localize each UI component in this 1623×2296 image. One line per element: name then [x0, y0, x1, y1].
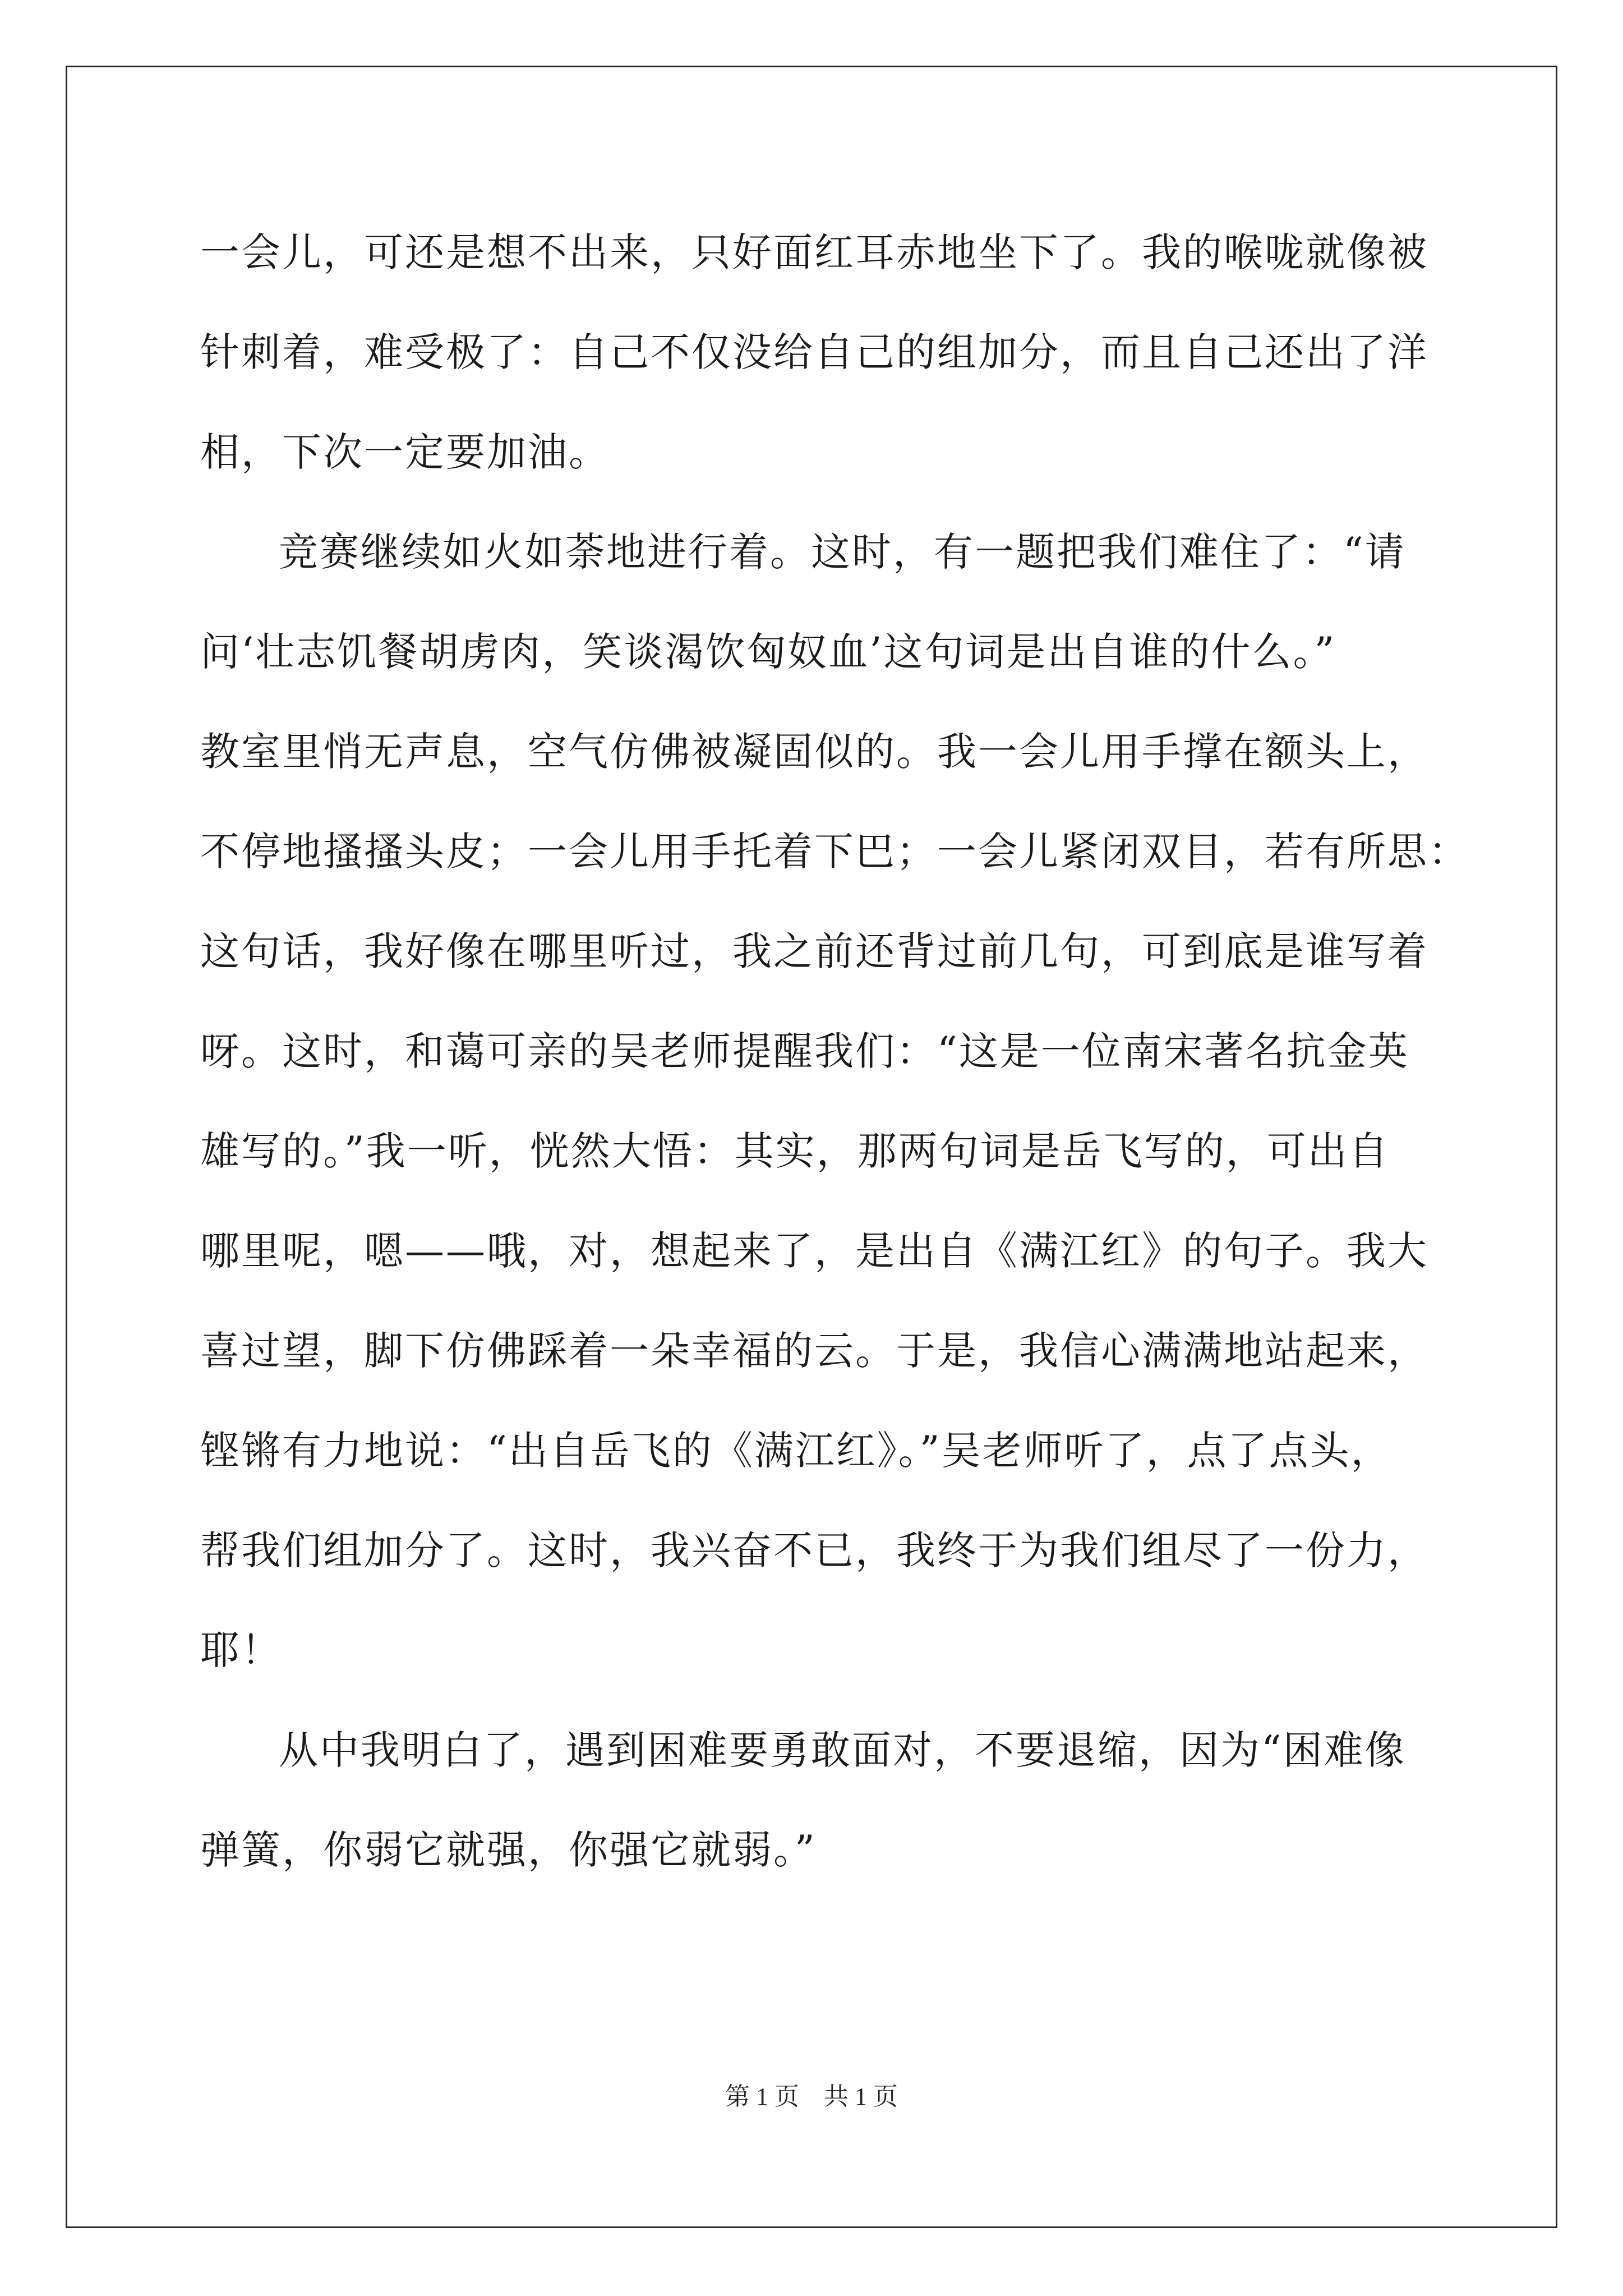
text-line: 喜过望，脚下仿佛踩着一朵幸福的云。于是，我信心满满地站起来， [200, 1328, 1428, 1374]
text-line: 铿锵有力地说：“出自岳飞的《满江红》。”吴老师听了，点了点头， [200, 1428, 1392, 1474]
text-line: 不停地搔搔头皮；一会儿用手托着下巴；一会儿紧闭双目，若有所思： [200, 829, 1469, 875]
text-line: 雄写的。”我一听，恍然大悟：其实，那两句词是岳飞写的，可出自 [200, 1128, 1390, 1174]
text-line: 这句话，我好像在哪里听过，我之前还背过前几句，可到底是谁写着 [200, 928, 1428, 974]
paragraph-start-line: 从中我明白了，遇到困难要勇敢面对，不要退缩，因为“困难像 [279, 1727, 1406, 1773]
text-line: 哪里呢，嗯——哦，对，想起来了，是出自《满江红》的句子。我大 [200, 1228, 1428, 1274]
text-line: 耶！ [200, 1627, 282, 1673]
text-line: 弹簧，你弱它就强，你强它就弱。” [200, 1827, 817, 1873]
text-line: 帮我们组加分了。这时，我兴奋不已，我终于为我们组尽了一份力， [200, 1527, 1428, 1573]
text-line: 相，下次一定要加油。 [200, 429, 610, 475]
text-line: 问‘壮志饥餐胡虏肉，笑谈渴饮匈奴血’这句词是出自谁的什么。” [200, 629, 1336, 675]
text-line: 针刺着，难受极了：自己不仅没给自己的组加分，而且自己还出了洋 [200, 329, 1428, 375]
page-number-footer: 第 1 页 共 1 页 [725, 2083, 898, 2110]
text-line: 呀。这时，和蔼可亲的吴老师提醒我们：“这是一位南宋著名抗金英 [200, 1028, 1409, 1074]
text-line: 一会儿，可还是想不出来，只好面红耳赤地坐下了。我的喉咙就像被 [200, 229, 1428, 275]
text-line: 教室里悄无声息，空气仿佛被凝固似的。我一会儿用手撑在额头上， [200, 729, 1428, 775]
paragraph-start-line: 竞赛继续如火如荼地进行着。这时，有一题把我们难住了：“请 [279, 529, 1406, 575]
